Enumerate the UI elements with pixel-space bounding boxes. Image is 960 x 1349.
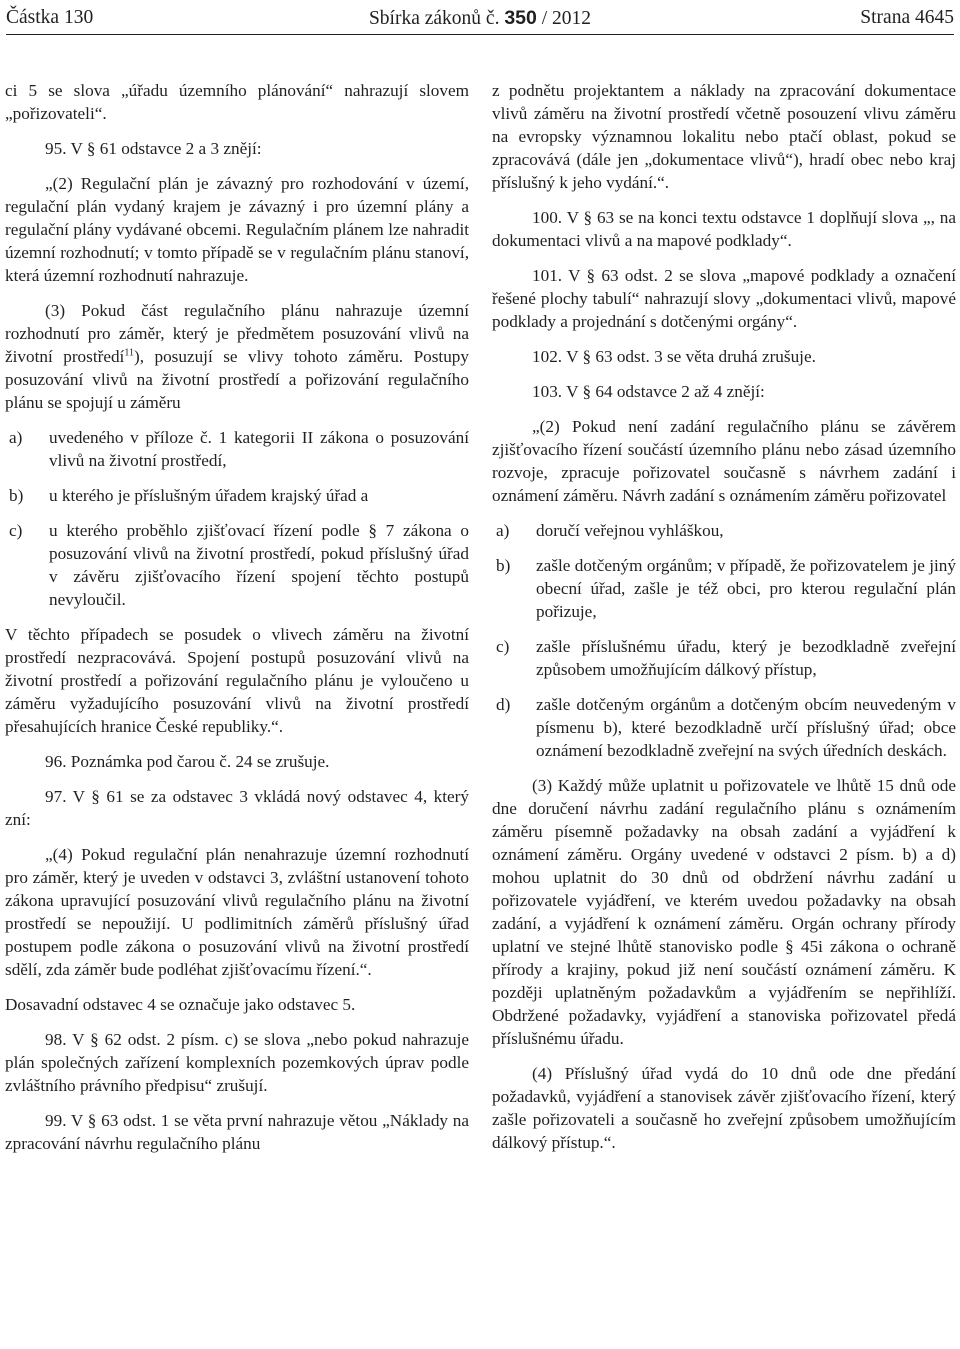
- paragraph: [5, 299, 469, 414]
- list-text: zašle dotčeným orgánům; v případě, že pořizovatelem je jiný obecní úřad, zašle je též obci, pro kterou regulační plán pořizuje,: [536, 556, 956, 621]
- list-item: [5, 519, 469, 611]
- amendment-point-101: 101. V § 63 odst. 2 se slova „mapové podklady a označení řešené plochy tabulí“ nahrazují slovy „dokumentaci vlivů, mapové podklady a projednání s dotčenými orgány“.: [492, 266, 956, 331]
- list-text: u kterého proběhlo zjišťovací řízení podle § 7 zákona o posuzování vlivů na životní prostředí, pokud příslušný úřad v závěru zjišťovacího řízení spojení těchto postupů nevyloučil.: [49, 521, 469, 609]
- list-item: [5, 484, 469, 507]
- list-marker: c): [9, 521, 23, 540]
- list-text: zašle dotčeným orgánům a dotčeným obcím neuvedeným v písmenu b), které bezodkladně určí příslušný úřad; obce oznámení bezodkladně zveřejní na svých úředních deskách.: [536, 695, 956, 760]
- list-item: [5, 426, 469, 472]
- paragraph: z podnětu projektantem a náklady na zpracování dokumentace vlivů záměru na životní prostředí včetně posouzení vlivu záměru na evropsky významnou lokalitu nebo ptačí oblast, pokud se zpracovává (dále jen „dokumentace vlivů“), hradí obec nebo kraj příslušný k jeho vydání.“.: [492, 81, 956, 192]
- header-collection: [369, 7, 591, 30]
- paragraph: (4) Příslušný úřad vydá do 10 dnů ode dne předání požadavků, vyjádření a stanovisek závěr zjišťovacího řízení, který zašle pořizovateli a současně ho zveřejní způsobem umožňujícím dálkový přístup.“.: [492, 1064, 956, 1152]
- list-marker: c): [496, 637, 510, 656]
- amendment-point-97: 97. V § 61 se za odstavec 3 vkládá nový odstavec 4, který zní:: [5, 787, 469, 829]
- amendment-point-98: 98. V § 62 odst. 2 písm. c) se slova „nebo pokud nahrazuje plán společných zařízení komplexních pozemkových úprav podle zvláštního právního předpisu“ zrušují.: [5, 1030, 469, 1095]
- list-item: [492, 554, 956, 623]
- list-text: doručí veřejnou vyhláškou,: [536, 521, 724, 540]
- header-collection-prefix: Sbírka zákonů č.: [368, 8, 505, 29]
- list-item: [492, 635, 956, 681]
- header-collection-number: 350: [504, 7, 537, 29]
- header-page-number: Strana 4645: [860, 7, 954, 28]
- paragraph: „(4) Pokud regulační plán nenahrazuje územní rozhodnutí pro záměr, který je uveden v odstavci 3, zvláštní ustanovení tohoto zákona upravující posuzování vlivů regulačního plánu na životní prostředí se nepoužijí. U podlimitních záměrů příslušný úřad postupem podle zákona o posuzování vlivů na životní prostředí sdělí, zda záměr bude podléhat zjišťovacímu řízení.“.: [5, 845, 469, 979]
- list-text: u kterého je příslušným úřadem krajský úřad a: [49, 486, 369, 505]
- amendment-point-95: 95. V § 61 odstavce 2 a 3 znějí:: [45, 139, 262, 158]
- list-marker: a): [496, 521, 510, 540]
- paragraph: (3) Každý může uplatnit u pořizovatele ve lhůtě 15 dnů ode dne doručení návrhu zadání regulačního plánu s oznámením záměru písemně požadavky na obsah zadání a vyjádření k oznámení záměru. Orgány uvedené v odstavci 2 písm. b) a d) mohou uplatnit do 30 dnů od obdržení návrhu zadání u pořizovatele vyjádření, ve kterém uvedou požadavky na obsah zadání, a vyjádření k oznámení záměru. Orgán ochrany přírody uplatní ve stejné lhůtě stanovisko podle § 45i zákona o ochraně přírody a krajiny, pokud již není součástí oznámení záměru. K později uplatněným požadavkům a vyjádřením se nepřihlíží. Obdržené požadavky, vyjádření a stanoviska pořizovatel předá příslušnému úřadu.: [492, 776, 956, 1048]
- paragraph: ci 5 se slova „úřadu územního plánování“ nahrazují slovem „pořizovateli“.: [5, 81, 469, 123]
- list-text: uvedeného v příloze č. 1 kategorii II zákona o posuzování vlivů na životní prostředí,: [49, 428, 469, 470]
- left-column: [5, 79, 469, 1167]
- amendment-point-103: 103. V § 64 odstavce 2 až 4 znějí:: [532, 382, 765, 401]
- paragraph-text: (3) Pokud část regulačního plánu nahrazuje územní rozhodnutí pro záměr, který je předmětem posuzování vlivů na životní prostředí: [5, 301, 469, 366]
- footnote-ref: 11: [124, 347, 134, 359]
- list-text: zašle příslušnému úřadu, který je bezodkladně zveřejní způsobem umožňujícím dálkový přístup,: [536, 637, 956, 679]
- list-item: [492, 519, 956, 542]
- list-item: [492, 693, 956, 762]
- list-marker: b): [496, 556, 511, 575]
- list-marker: a): [9, 428, 23, 447]
- paragraph-text: ), posuzují se vlivy tohoto záměru. Postupy posuzování vlivů na životní prostředí a pořizování regulačního plánu se spojují u záměru: [5, 347, 469, 412]
- header-collection-suffix: / 2012: [536, 8, 592, 29]
- paragraph: „(2) Pokud není zadání regulačního plánu se závěrem zjišťovacího řízení součástí územního plánu nebo zásad územního rozvoje, zpracuje pořizovatel současně s návrhem zadání i oznámení záměru. Návrh zadání s oznámením záměru pořizovatel: [492, 417, 956, 505]
- amendment-point-96: 96. Poznámka pod čarou č. 24 se zrušuje.: [45, 752, 330, 771]
- header-part: Částka 130: [6, 7, 94, 28]
- list-marker: b): [9, 486, 24, 505]
- amendment-point-100: 100. V § 63 se na konci textu odstavce 1 doplňují slova „, na dokumentaci vlivů a na mapové podklady“.: [492, 208, 956, 250]
- right-column: [492, 79, 956, 1166]
- amendment-point-99: 99. V § 63 odst. 1 se věta první nahrazuje větou „Náklady na zpracování návrhu regulačního plánu: [5, 1111, 469, 1153]
- amendment-point-102: 102. V § 63 odst. 3 se věta druhá zrušuje.: [532, 347, 816, 366]
- page-header: [6, 4, 954, 35]
- paragraph: „(2) Regulační plán je závazný pro rozhodování v území, regulační plán vydaný krajem je závazný i pro územní plány a regulační plány vydávané obcemi. Regulačním plánem lze nahradit územní rozhodnutí; v tomto případě se v regulačním plánu stanoví, která územní rozhodnutí nahrazuje.: [5, 174, 469, 285]
- paragraph: V těchto případech se posudek o vlivech záměru na životní prostředí nezpracovává. Spojení postupů posuzování vlivů na životní prostředí a pořizování regulačního plánu je vyloučeno u záměru vyžadujícího posuzování vlivů na životní prostředí přesahujících hranice České republiky.“.: [5, 625, 469, 736]
- paragraph: Dosavadní odstavec 4 se označuje jako odstavec 5.: [5, 995, 356, 1014]
- list-marker: d): [496, 695, 511, 714]
